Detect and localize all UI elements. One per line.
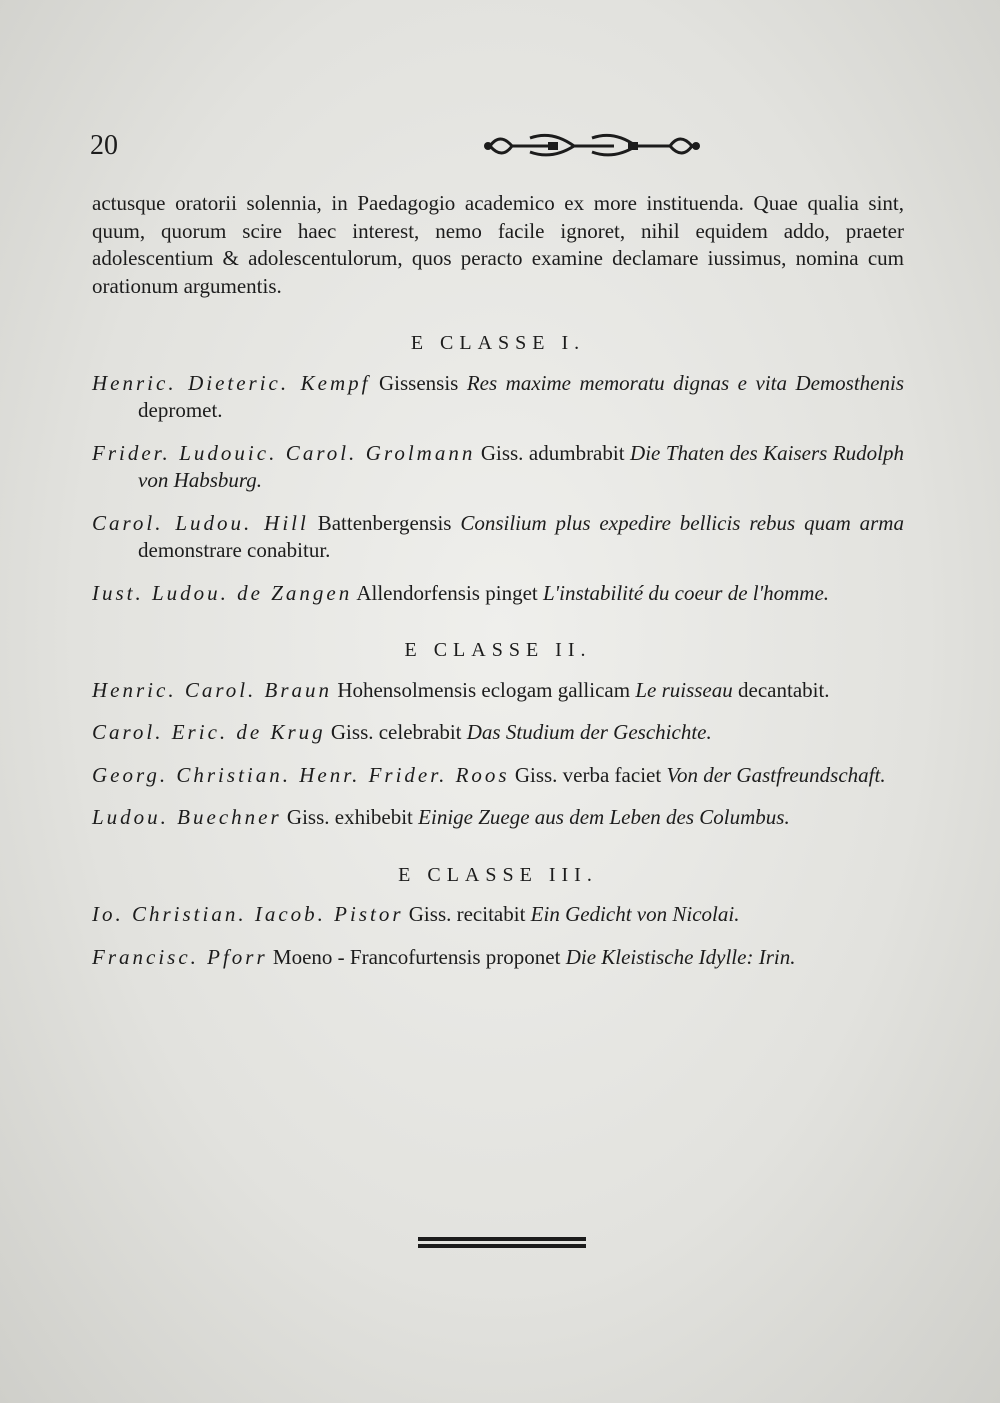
student-entry — [92, 510, 904, 565]
entry-after: depromet. — [138, 398, 223, 422]
entry-text: Giss. recitabit — [403, 902, 531, 926]
ornament-icon — [482, 128, 702, 164]
entry-text: Giss. verba faciet — [509, 762, 667, 787]
oration-title: Consilium plus expedire bellicis rebus quam arma — [460, 510, 904, 535]
entry-after: decantabit. — [732, 677, 830, 702]
page-header — [90, 128, 910, 168]
student-name: Georg. Christian. Henr. Frider. Roos — [92, 762, 510, 787]
oration-title: Die Kleistische Idylle: Irin. — [565, 944, 796, 969]
student-entry — [92, 677, 904, 705]
closing-rule — [418, 1237, 586, 1251]
student-entry — [92, 762, 904, 790]
entry-text: Giss. celebrabit — [325, 720, 467, 744]
class-section-3 — [92, 862, 904, 972]
student-entry — [92, 580, 904, 608]
entry-text: Giss. exhibebit — [281, 805, 419, 829]
entry-text: Gissensis — [370, 370, 467, 395]
student-name: Io. Christian. Iacob. Pistor — [92, 902, 404, 926]
student-name: Carol. Eric. de Krug — [92, 720, 326, 744]
oration-title: Von der Gastfreundschaft. — [666, 762, 886, 787]
student-entry — [92, 944, 904, 972]
oration-title: Le ruisseau — [635, 677, 733, 702]
oration-title: L'instabilité du coeur de l'homme. — [542, 580, 830, 605]
student-name: Ludou. Buechner — [92, 805, 282, 829]
student-name: Frider. Ludouic. Carol. Grolmann — [92, 440, 476, 465]
entry-text: Allendorfensis pinget — [352, 580, 543, 605]
student-entry — [92, 440, 904, 495]
student-entry — [92, 901, 904, 929]
student-entry — [92, 804, 904, 832]
rule-line — [418, 1244, 586, 1248]
oration-title: Die Thaten des Kaisers Rudolph von Habsburg. — [138, 440, 904, 492]
entry-text: Battenbergensis — [308, 510, 461, 535]
student-entry — [92, 370, 904, 425]
class-heading: E CLASSE II. — [404, 639, 592, 661]
oration-title: Ein Gedicht von Nicolai. — [530, 902, 740, 926]
oration-title: Res maxime memoratu dignas e vita Demosthenis — [466, 370, 904, 395]
student-entry — [92, 719, 904, 747]
student-name: Francisc. Pforr — [92, 944, 268, 969]
intro-paragraph: actusque oratorii solennia, in Paedagogio academico ex more instituenda. Quae qualia sint, quum, quorum scire haec interest, nemo facile ignoret, nihil equidem addo, praeter adolescentium & adolescentulorum, quos peracto examine declamare iussimus, nomina cum orationum argumentis. — [92, 191, 904, 298]
class-section-1 — [92, 330, 904, 607]
student-name: Henric. Dieteric. Kempf — [92, 370, 371, 395]
oration-title: Einige Zuege aus dem Leben des Columbus. — [418, 805, 790, 829]
oration-title: Das Studium der Geschichte. — [466, 720, 712, 744]
student-name: Iust. Ludou. de Zangen — [92, 580, 353, 605]
entry-text: Moeno - Francofurtensis proponet — [267, 944, 566, 969]
entry-after: demonstrare conabitur. — [138, 538, 331, 562]
class-heading: E CLASSE I. — [410, 332, 586, 354]
student-name: Henric. Carol. Braun — [92, 677, 333, 702]
entry-text: Hohensolmensis eclogam gallicam — [332, 677, 636, 702]
class-section-2 — [92, 637, 904, 832]
page-number: 20 — [90, 130, 118, 161]
document-body — [92, 190, 904, 986]
class-heading: E CLASSE III. — [398, 863, 598, 886]
entry-text: Giss. adumbrabit — [475, 440, 631, 465]
rule-line — [418, 1237, 586, 1241]
student-name: Carol. Ludou. Hill — [92, 510, 309, 535]
